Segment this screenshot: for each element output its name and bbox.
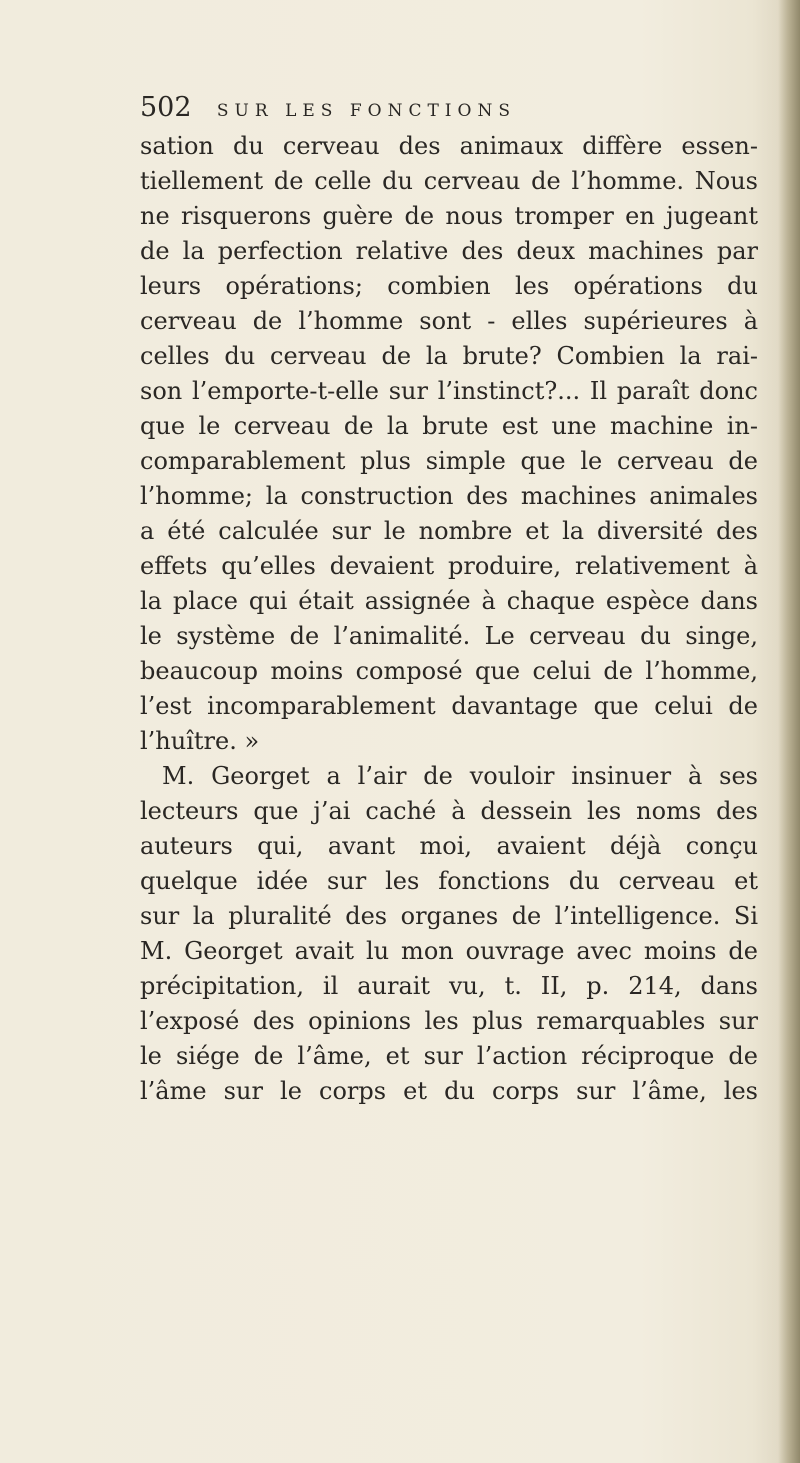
text-line: que le cerveau de la brute est une machine in- — [140, 412, 758, 440]
text-line: M. Georget avait lu mon ouvrage avec moins de — [140, 937, 758, 965]
text-line: quelque idée sur les fonctions du cerveau et — [140, 867, 758, 895]
text-line: sation du cerveau des animaux diffère essen- — [140, 132, 758, 160]
running-title: SUR LES FONCTIONS — [216, 101, 516, 121]
text-line: ne risquerons guère de nous tromper en jugeant — [140, 202, 758, 230]
body-text — [140, 129, 758, 1109]
text-line: précipitation, il aurait vu, t. II, p. 214, dans — [140, 972, 758, 1000]
text-line: la place qui était assignée à chaque espèce dans — [140, 587, 758, 615]
page-number: 502 — [140, 92, 192, 123]
page-edge-shadow — [778, 0, 800, 1463]
text-line: l’homme; la construction des machines animales — [140, 482, 758, 510]
text-line: cerveau de l’homme sont - elles supérieures à — [140, 307, 758, 335]
text-line: comparablement plus simple que le cerveau de — [140, 447, 758, 475]
text-line: beaucoup moins composé que celui de l’homme, — [140, 657, 758, 685]
text-line: de la perfection relative des deux machines par — [140, 237, 758, 265]
text-line: effets qu’elles devaient produire, relativement à — [140, 552, 758, 580]
text-line: l’est incomparablement davantage que celui de — [140, 692, 758, 720]
text-line: le siége de l’âme, et sur l’action réciproque de — [140, 1042, 758, 1070]
running-header — [140, 92, 740, 126]
text-line: auteurs qui, avant moi, avaient déjà conçu — [140, 832, 758, 860]
text-line: l’âme sur le corps et du corps sur l’âme, les — [140, 1077, 758, 1105]
text-line: leurs opérations; combien les opérations du — [140, 272, 758, 300]
text-line: lecteurs que j’ai caché à dessein les noms des — [140, 797, 758, 825]
text-line: M. Georget a l’air de vouloir insinuer à ses — [162, 762, 758, 790]
text-line: a été calculée sur le nombre et la diversité des — [140, 517, 758, 545]
text-line: sur la pluralité des organes de l’intelligence. Si — [140, 902, 758, 930]
text-line: celles du cerveau de la brute? Combien la rai- — [140, 342, 758, 370]
text-line: tiellement de celle du cerveau de l’homme. Nous — [140, 167, 758, 195]
text-line: le système de l’animalité. Le cerveau du singe, — [140, 622, 758, 650]
text-line: son l’emporte-t-elle sur l’instinct?... Il paraît donc — [140, 377, 758, 405]
text-line: l’huître. » — [140, 727, 260, 755]
text-line: l’exposé des opinions les plus remarquables sur — [140, 1007, 758, 1035]
